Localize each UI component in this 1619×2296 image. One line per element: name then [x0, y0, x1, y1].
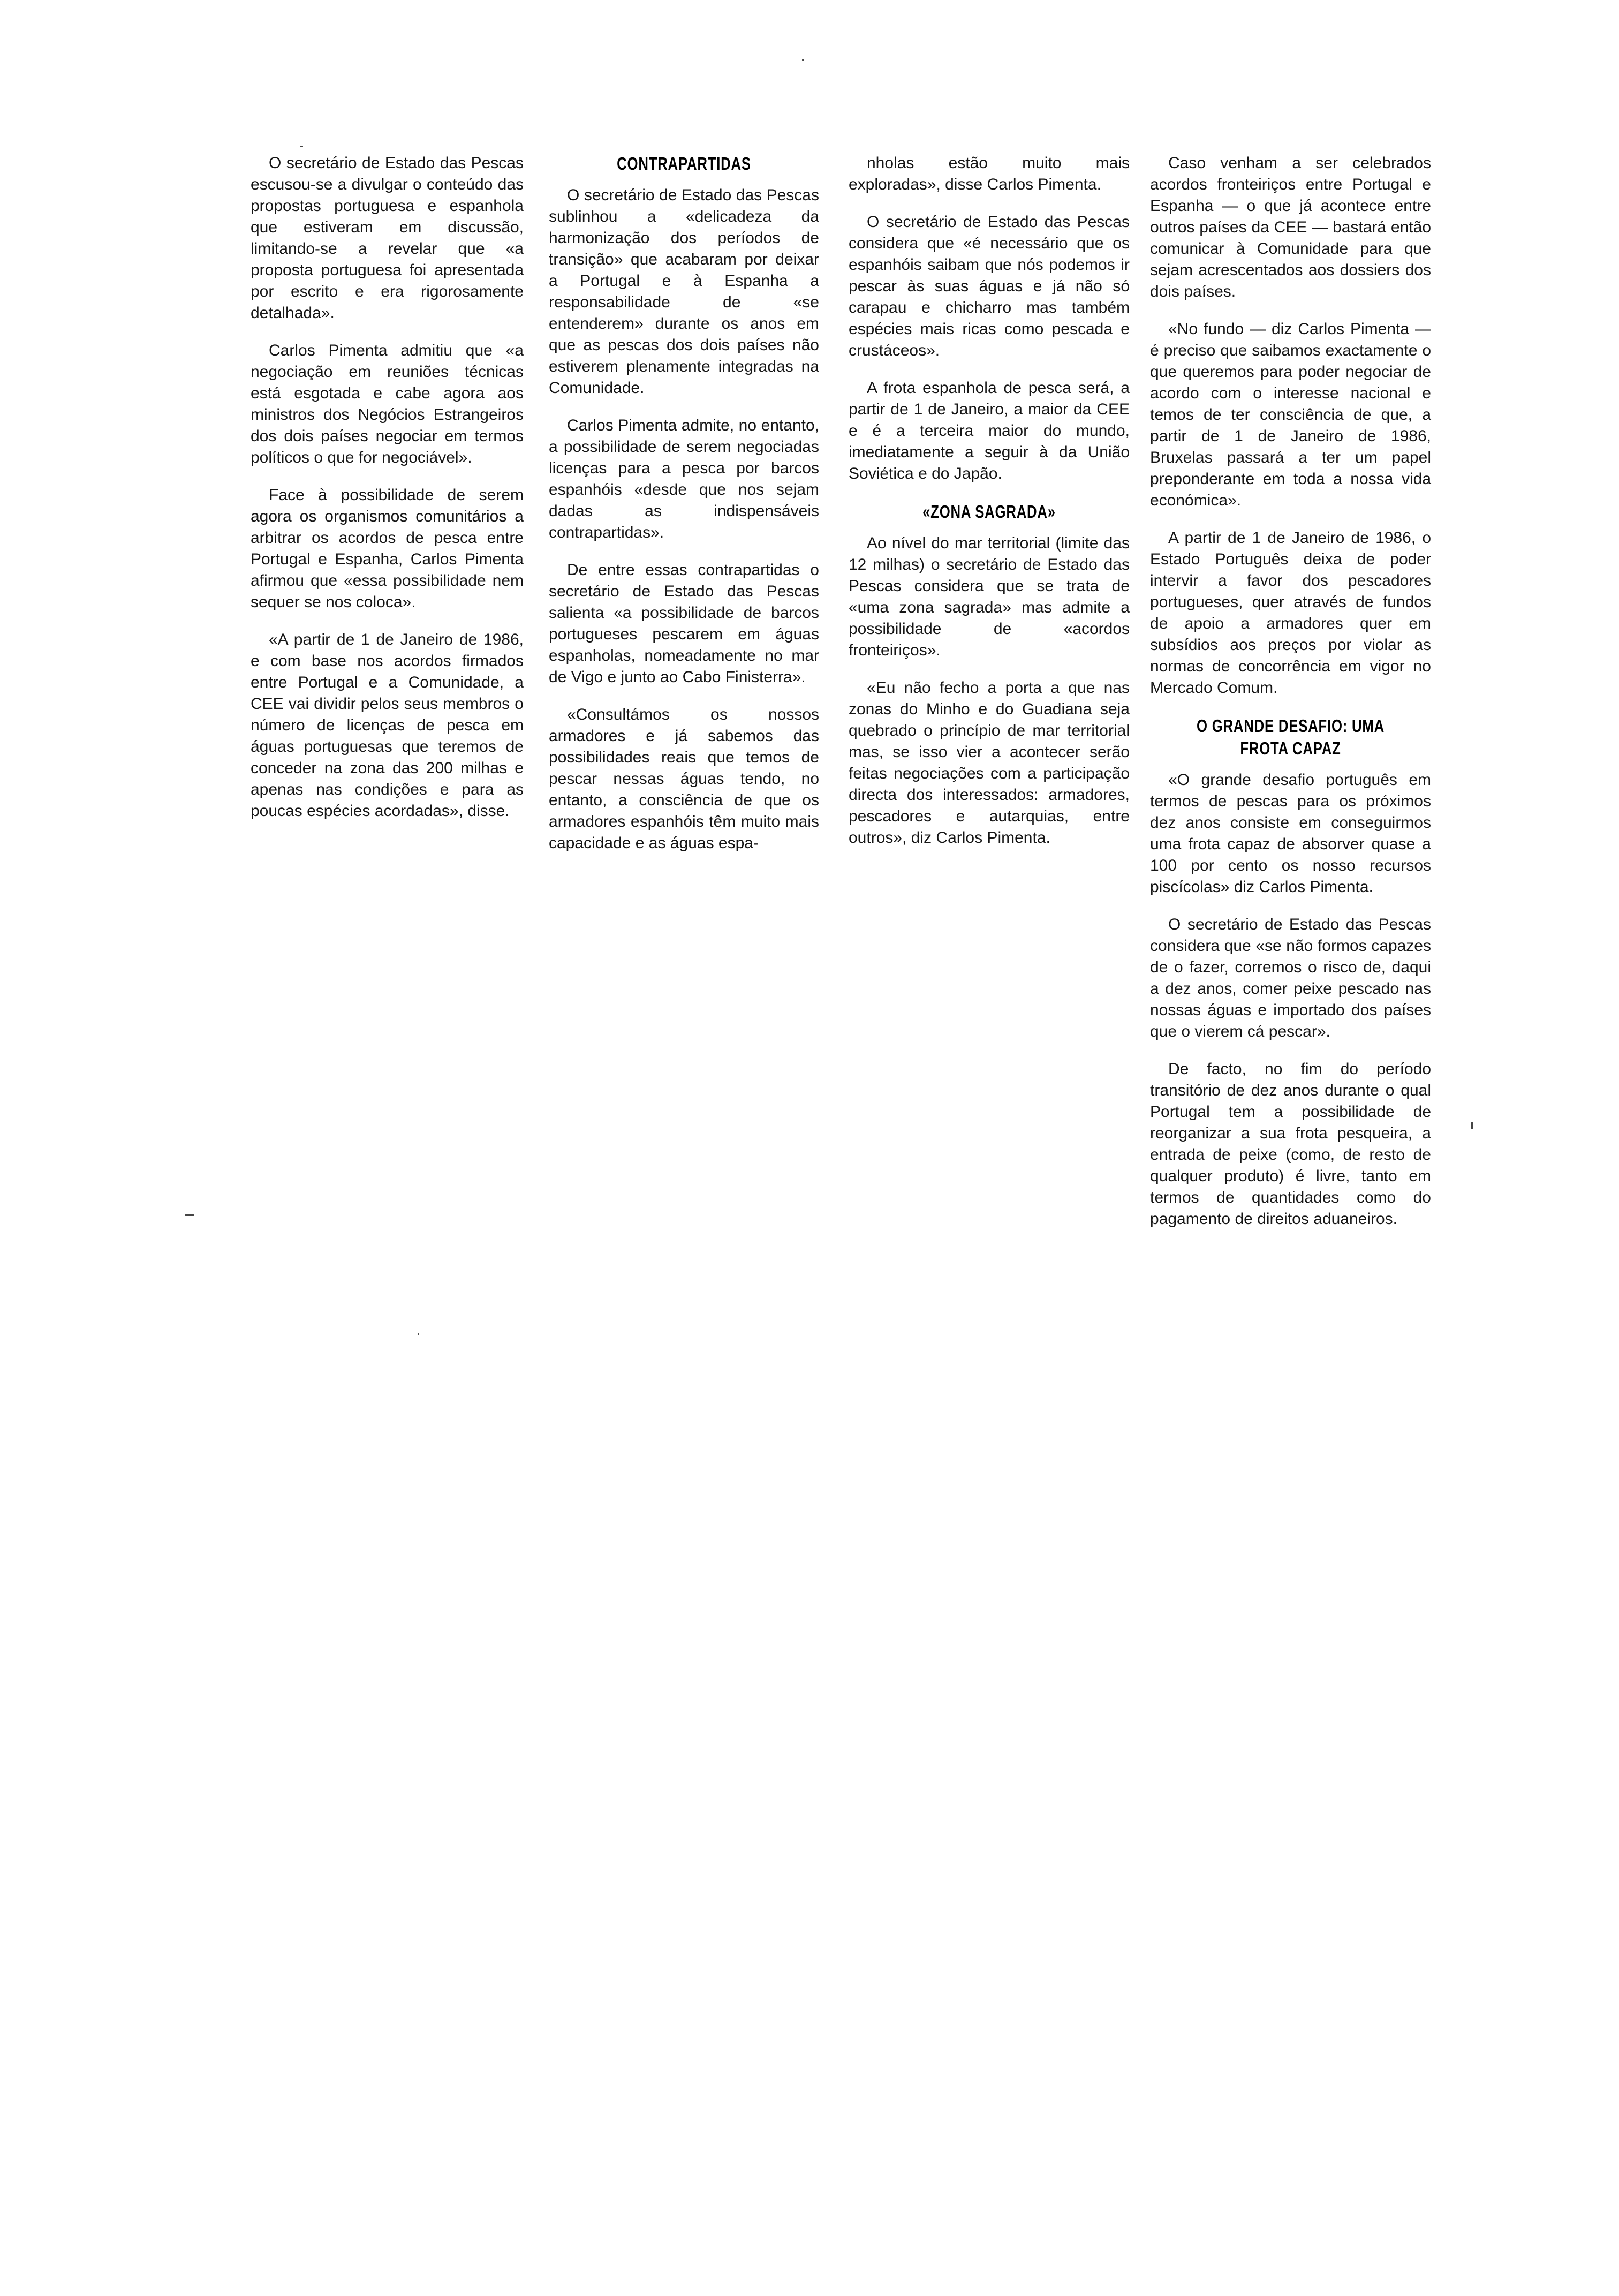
paragraph: «Consultámos os nossos armadores e já sabemos das possibilidades reais que temos de pescar nessas águas tendo, no entanto, a consciência de que os armadores espanhóis têm muito mais capacidade e as águas espa- [549, 706, 819, 852]
paragraph: Caso venham a ser celebrados acordos fronteiriços entre Portugal e Espanha — o que já acontece entre outros países da CEE — bastará então comunicar à Comunidade para que sejam acrescentados aos dossiers dos dois países. [1150, 154, 1431, 300]
paragraph: A partir de 1 de Janeiro de 1986, o Estado Português deixa de poder intervir a favor dos pescadores portugueses, quer através de fundos de apoio a armadores quer em subsídios aos preços por violar as normas de concorrência em vigor no Mercado Comum. [1150, 529, 1431, 697]
article-column-3 [849, 153, 1130, 865]
scan-speck [185, 1214, 194, 1216]
scan-speck [802, 59, 804, 61]
paragraph: De entre essas contrapartidas o secretário de Estado das Pescas salienta «a possibilidade de barcos portugueses pescarem em águas espanholas, nomeadamente no mar de Vigo e junto ao Cabo Finisterra». [549, 561, 819, 686]
paragraph: «O grande desafio português em termos de pescas para os próximos dez anos consiste em conseguirmos uma frota capaz de absorver quase a 100 por cento os nosso recursos piscícolas» diz Carlos Pimenta. [1150, 771, 1431, 896]
paragraph: «No fundo — diz Carlos Pimenta — é preciso que saibamos exactamente o que queremos para poder negociar de acordo com o interesse nacional e temos de ter consciência de que, a partir de 1 de Janeiro de 1986, Bruxelas passará a ter um papel preponderante em toda a nossa vida económica». [1150, 320, 1431, 509]
paragraph: «Eu não fecho a porta a que nas zonas do Minho e do Guadiana seja quebrado o princípio de mar territorial mas, se isso vier a acontecer serão feitas negociações com a participação directa dos interessados: armadores, pescadores e autarquias, entre outros», diz Carlos Pimenta. [849, 679, 1130, 847]
section-heading-o-grande-desafio: O GRANDE DESAFIO: UMA FROTA CAPAZ [1197, 716, 1385, 758]
paragraph: O secretário de Estado das Pescas escusou-se a divulgar o conteúdo das propostas portuguesa e espanhola que estiveram em discussão, limitando-se a revelar que «a proposta portuguesa foi apresentada por escrito e era rigorosamente detalhada». [251, 154, 524, 322]
paragraph: A frota espanhola de pesca será, a partir de 1 de Janeiro, a maior da CEE e é a terceira maior do mundo, imediatamente a seguir à da União Soviética e do Japão. [849, 379, 1130, 482]
paragraph: O secretário de Estado das Pescas considera que «é necessário que os espanhóis saibam que nós podemos ir pescar às suas águas e já não só carapau e chicharro mas também espécies mais ricas como pescada e crustáceos». [849, 213, 1130, 359]
section-heading-zona-sagrada: «ZONA SAGRADA» [922, 502, 1056, 522]
paragraph: nholas estão muito mais exploradas», disse Carlos Pimenta. [849, 154, 1130, 193]
paragraph: O secretário de Estado das Pescas considera que «se não formos capazes de o fazer, corremos o risco de, daqui a dez anos, comer peixe pescado nas nossas águas e importado dos países que o vierem cá pescar». [1150, 916, 1431, 1040]
article-column-4 [1150, 153, 1431, 1246]
scan-speck [1471, 1122, 1473, 1129]
paragraph: Carlos Pimenta admitiu que «a negociação em reuniões técnicas está esgotada e cabe agora aos ministros dos Negócios Estrangeiros dos dois países negociar em termos políticos o que for negociável». [251, 342, 524, 466]
scan-speck [300, 146, 303, 147]
paragraph: «A partir de 1 de Janeiro de 1986, e com base nos acordos firmados entre Portugal e a Comunidade, a CEE vai dividir pelos seus membros o número de licenças de pesca em águas portuguesas que teremos de conceder na zona das 200 milhas e apenas nas condições e para as poucas espécies acordadas», disse. [251, 631, 524, 820]
article-column-2 [549, 153, 819, 870]
paragraph: Carlos Pimenta admite, no entanto, a possibilidade de serem negociadas licenças para a pesca por barcos espanhóis «desde que nos sejam dadas as indispensáveis contrapartidas». [549, 417, 819, 541]
paragraph: O secretário de Estado das Pescas sublinhou a «delicadeza da harmonização dos períodos de transição» que acabaram por deixar a Portugal e à Espanha a responsabilidade de «se entenderem» durante os anos em que as pescas dos dois países não estiverem plenamente integradas na Comunidade. [549, 186, 819, 397]
paragraph: De facto, no fim do período transitório de dez anos durante o qual Portugal tem a possibilidade de reorganizar a sua frota pesqueira, a entrada de peixe (como, de resto de qualquer produto) é livre, tanto em termos de quantidades como do pagamento de direitos aduaneiros. [1150, 1060, 1431, 1228]
scan-speck [418, 1333, 419, 1335]
section-heading-contrapartidas: CONTRAPARTIDAS [617, 154, 751, 173]
article-column-1 [251, 153, 524, 838]
paragraph: Face à possibilidade de serem agora os organismos comunitários a arbitrar os acordos de pesca entre Portugal e Espanha, Carlos Pimenta afirmou que «essa possibilidade nem sequer se nos coloca». [251, 486, 524, 611]
paragraph: Ao nível do mar territorial (limite das 12 milhas) o secretário de Estado das Pescas considera que se trata de «uma zona sagrada» mas admite a possibilidade de «acordos fronteiriços». [849, 534, 1130, 659]
